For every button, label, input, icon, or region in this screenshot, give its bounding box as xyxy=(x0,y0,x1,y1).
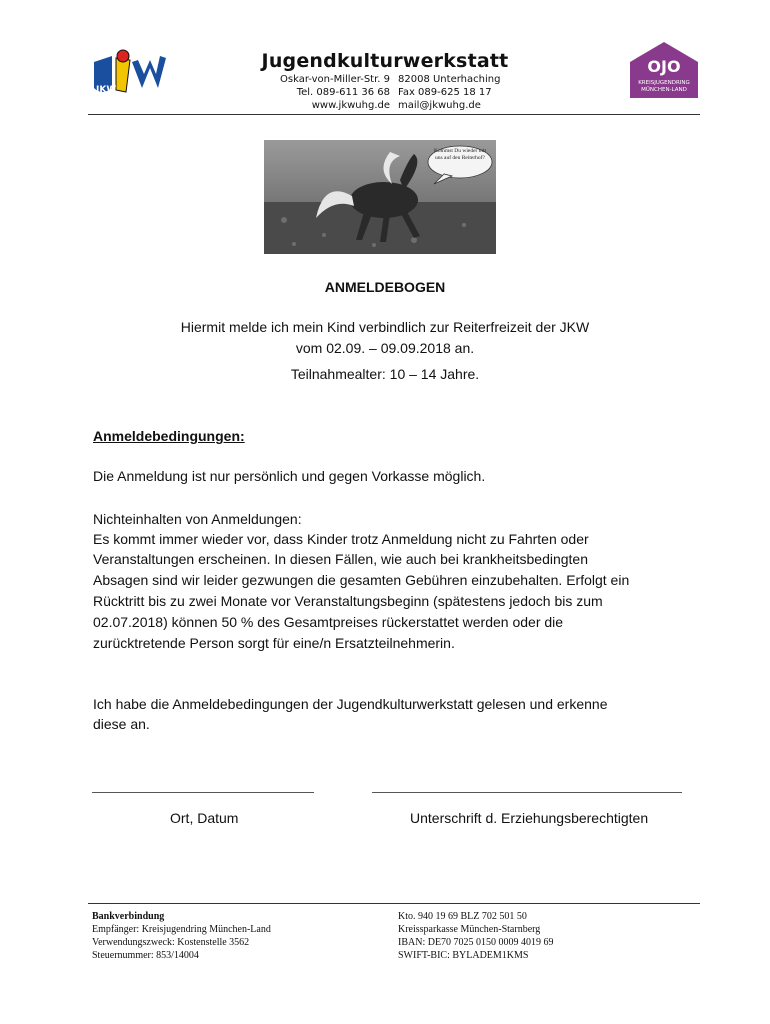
nonattendance-line-7: zurücktretende Person sorgt für eine/n Ersatzteilnehmerin. xyxy=(93,635,455,651)
nonattendance-line-1: Nichteinhalten von Anmeldungen: xyxy=(93,511,302,527)
org-name: Jugendkulturwerkstatt xyxy=(261,50,509,72)
nonattendance-line-4: Absagen sind wir leider gezwungen die gesamten Gebühren einzubehalten. Erfolgt ein xyxy=(93,572,630,588)
nonattendance-line-6: 02.07.2018) können 50 % des Gesamtpreises rückerstattet werden oder die xyxy=(93,614,564,630)
footer-divider xyxy=(88,903,700,904)
acknowledge-line-2: diese an. xyxy=(93,716,150,732)
nonattendance-line-2: Es kommt immer wieder vor, dass Kinder trotz Anmeldung nicht zu Fahrten oder xyxy=(93,531,589,547)
form-title: ANMELDEBOGEN xyxy=(324,279,446,295)
tax-number-line: Steuernummer: 853/14004 xyxy=(92,950,199,961)
signature-label: Unterschrift d. Erziehungsberechtigten xyxy=(410,810,649,826)
age-line: Teilnahmealter: 10 – 14 Jahre. xyxy=(290,366,480,382)
header-divider xyxy=(88,114,700,115)
address-fax: Fax 089-625 18 17 xyxy=(398,87,492,98)
address-email[interactable]: mail@jkwuhg.de xyxy=(398,100,481,111)
jkw-logo-text: JKW xyxy=(96,85,117,95)
iban-line: IBAN: DE70 7025 0150 0009 4019 69 xyxy=(398,937,554,948)
address-street: Oskar-von-Miller-Str. 9 xyxy=(280,74,390,85)
address-website[interactable]: www.jkwuhg.de xyxy=(311,100,390,111)
bank-heading: Bankverbindung xyxy=(92,911,165,922)
ojo-logo-text: OJO xyxy=(647,57,681,76)
swift-line: SWIFT-BIC: BYLADEM1KMS xyxy=(398,950,529,961)
address-phone: Tel. 089-611 36 68 xyxy=(296,87,390,98)
conditions-heading: Anmeldebedingungen: xyxy=(93,428,245,444)
intro-line-1: Hiermit melde ich mein Kind verbindlich zur Reiterfreizeit der JKW xyxy=(180,319,590,335)
place-date-line[interactable] xyxy=(92,792,314,793)
purpose-line: Verwendungszweck: Kostenstelle 3562 xyxy=(92,937,250,948)
signature-line[interactable] xyxy=(372,792,682,793)
speech-bubble-text: Kommst Du wieder mit uns auf den Reiterhof? xyxy=(433,148,487,161)
acknowledge-line-1: Ich habe die Anmeldebedingungen der Jugendkulturwerkstatt gelesen und erkenne xyxy=(93,696,608,712)
address-city: 82008 Unterhaching xyxy=(398,74,501,85)
recipient-line: Empfänger: Kreisjugendring München-Land xyxy=(92,924,271,935)
nonattendance-line-5: Rücktritt bis zu zwei Monate vor Veranstaltungsbeginn (spätestens jedoch bis zum xyxy=(93,593,603,609)
nonattendance-line-3: Veranstaltungen erscheinen. In diesen Fällen, wie auch bei krankheitsbedingten xyxy=(93,551,588,567)
conditions-line: Die Anmeldung ist nur persönlich und gegen Vorkasse möglich. xyxy=(93,468,486,484)
account-line: Kto. 940 19 69 BLZ 702 501 50 xyxy=(398,911,527,922)
place-date-label: Ort, Datum xyxy=(170,810,239,826)
bank-name-line: Kreissparkasse München-Starnberg xyxy=(398,924,541,935)
kjr-logo-sub1: KREISJUGENDRING xyxy=(638,80,690,86)
kjr-logo-sub2: MÜNCHEN-LAND xyxy=(641,87,687,93)
kreisjugendring-logo xyxy=(628,40,700,100)
intro-line-2: vom 02.09. – 09.09.2018 an. xyxy=(295,340,475,356)
horse-photo xyxy=(264,140,496,254)
